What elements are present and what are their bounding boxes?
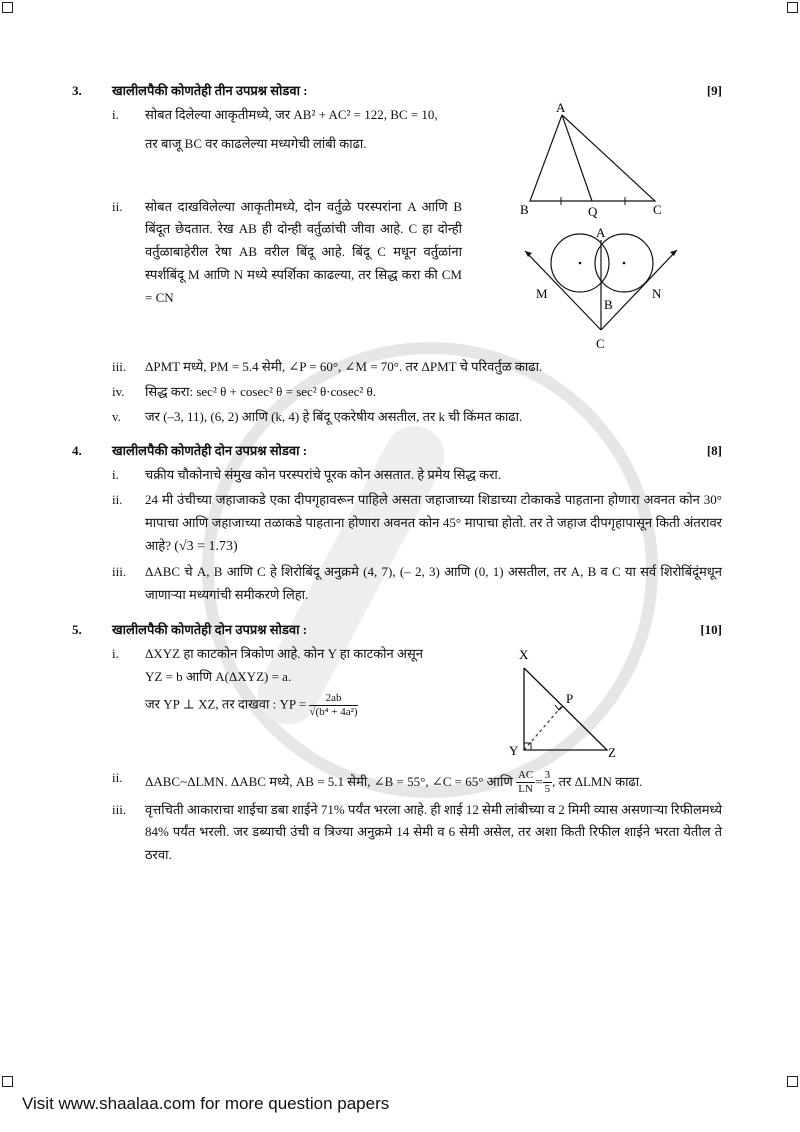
geometry-figures — [500, 98, 700, 353]
subquestion-number: iii. — [112, 359, 127, 375]
subquestion — [112, 406, 722, 429]
fraction — [516, 769, 535, 796]
denominator: 5 — [544, 783, 551, 796]
subquestion — [112, 799, 722, 867]
subquestion — [112, 104, 462, 156]
subquestion-line: ΔXYZ हा काटकोन त्रिकोण आहे. कोन Y हा काटकोन असून — [145, 645, 423, 661]
label-m: M — [536, 286, 548, 302]
question-number: 3. — [72, 83, 82, 98]
subquestion — [112, 767, 722, 797]
question-marks: [8] — [706, 443, 722, 459]
subquestion-number: iii. — [112, 564, 127, 580]
numerator: AC — [517, 769, 534, 782]
crop-mark — [2, 1076, 13, 1087]
subquestion-text: जर (–3, 11), (6, 2) आणि (k, 4) हे बिंदू एकरेषीय असतील, तर k ची किंमत काढा. — [145, 408, 523, 424]
subquestion-number: i. — [112, 645, 119, 661]
question-header — [72, 619, 722, 641]
subquestion-text: ΔABC चे A, B आणि C हे शिरोबिंदू अनुक्रमे (4, 7), (– 2, 3) आणि (0, 1) असतील, तर A, B व C या सर्व शिरोबिंदूंमधून जाणाऱ्या मध्यगांची समीकरणे लिहा. — [145, 564, 722, 602]
subquestion-number: ii. — [112, 769, 123, 785]
fraction — [309, 692, 357, 719]
numerator: 3 — [544, 769, 551, 782]
subquestion-text: चक्रीय चौकोनाचे संमुख कोन परस्परांचे पूरक कोन असतात. हे प्रमेय सिद्ध करा. — [145, 467, 502, 483]
question-header — [72, 440, 722, 462]
subquestion-line: तर बाजू BC वर काढलेल्या मध्यगेची लांबी काढा. — [145, 135, 367, 151]
numerator: 2ab — [309, 692, 357, 706]
sqrt-hint: (√3 = 1.73) — [174, 538, 238, 554]
question-4 — [72, 440, 722, 606]
crop-mark — [787, 2, 798, 13]
subquestion-line: YZ = b आणि A(ΔXYZ) = a. — [145, 668, 292, 684]
subquestion-body: 24 मी उंचीच्या जहाजाकडे एका दीपगृहावरून पाहिले असता जहाजाच्या शिडाच्या टोकाकडे पाहताना होणारा अवनत कोन 30° मापाचा आणि जहाजाच्या तळाकडे पाहताना होणारा अवनत कोन 45° मापाचा होतो. तर ते जहाज दीपगृहापासून किती अंतरावर आहे? — [145, 492, 722, 553]
subquestion-text: ΔPMT मध्ये, PM = 5.4 सेमी, ∠P = 60°, ∠M = 70°. तर ΔPMT चे परिवर्तुळ काढा. — [145, 359, 543, 375]
denominator: LN — [518, 783, 533, 796]
label-c: C — [596, 336, 605, 352]
question-marks: [10] — [700, 621, 722, 637]
formula-lhs: जर YP ⊥ XZ, तर दाखवा : YP = — [145, 696, 307, 712]
crop-mark — [787, 1076, 798, 1087]
crop-mark — [2, 2, 13, 13]
subquestion-number: i. — [112, 107, 119, 123]
fraction — [543, 769, 553, 796]
subquestion-text — [145, 489, 722, 559]
label-b: B — [604, 297, 613, 313]
label-a: A — [556, 100, 566, 116]
figure-items-text — [72, 104, 462, 309]
subquestion-text — [145, 643, 472, 720]
figure-item — [72, 643, 722, 761]
label-n: N — [652, 286, 662, 302]
subquestion — [112, 381, 722, 404]
label-c: C — [653, 202, 662, 218]
question-heading: खालीलपैकी कोणतेही दोन उपप्रश्न सोडवा : — [112, 443, 308, 459]
question-heading: खालीलपैकी कोणतेही दोन उपप्रश्न सोडवा : — [112, 621, 308, 637]
question-paper — [72, 80, 722, 879]
label-b: B — [520, 202, 529, 218]
subquestion-number: i. — [112, 467, 119, 483]
subquestion — [112, 643, 472, 720]
figure-item-text — [72, 643, 472, 720]
subquestion — [112, 489, 722, 559]
label-a: A — [596, 225, 606, 241]
subquestion-text: सिद्ध करा: sec² θ + cosec² θ = sec² θ·cosec² θ. — [145, 383, 376, 399]
subquestion-body: ΔABC~ΔLMN. ΔABC मध्ये, AB = 5.1 सेमी, ∠B = 55°, ∠C = 65° आणि — [145, 773, 513, 789]
question-marks: [9] — [706, 83, 722, 98]
subquestion-body: , तर ΔLMN काढा. — [552, 773, 643, 789]
subquestion-line: सोबत दिलेल्या आकृतीमध्ये, जर AB² + AC² = 122, BC = 10, — [145, 107, 438, 123]
subquestion — [112, 561, 722, 607]
question-number: 4. — [72, 443, 82, 459]
label-p: P — [566, 690, 574, 706]
subquestion-text: सोबत दाखविलेल्या आकृतीमध्ये, दोन वर्तुळे परस्परांना A आणि B बिंदूत छेदतात. रेख AB ही दोन्ही वर्तुळांची जीवा आहे. C हा दोन्ही वर्तुळाबाहेरील रेषा AB वरील बिंदू आहे. बिंदू C मधून वर्तुळांना स्पर्शबिंदू M आणि N मध्ये स्पर्शिका काढल्या, तर सिद्ध करा की CM = CN — [145, 198, 462, 305]
subquestion-text: वृत्तचिती आकाराचा शाईचा डबा शाईने 71% पर्यंत भरला आहे. ही शाई 12 सेमी लांबीच्या व 2 मिमी व्यास असणाऱ्या रिफीलमध्ये 84% पर्यंत भरली. जर डब्याची उंची व त्रिज्या अनुक्रमे 14 सेमी व 6 सेमी असेल, तर अशा किती रिफील शाईने भरता येतील ते ठरवा. — [145, 801, 722, 863]
subquestion-number: ii. — [112, 198, 123, 214]
right-triangle-figure — [502, 643, 642, 763]
label-z: Z — [608, 744, 616, 760]
question-heading: खालीलपैकी कोणतेही तीन उपप्रश्न सोडवा : — [112, 83, 308, 98]
subquestion-number: iv. — [112, 383, 125, 399]
label-y: Y — [509, 742, 519, 758]
equals: = — [535, 773, 543, 789]
label-q: Q — [588, 204, 598, 220]
question-5 — [72, 619, 722, 867]
denominator: √(b⁴ + 4a²) — [309, 706, 358, 719]
label-x: X — [519, 646, 529, 662]
subquestion — [112, 464, 722, 487]
subquestion-text — [145, 767, 722, 797]
figure-items — [72, 100, 722, 354]
subquestion — [112, 196, 462, 310]
subquestion-number: v. — [112, 408, 121, 424]
subquestion-line — [145, 692, 472, 719]
question-number: 5. — [72, 621, 82, 637]
subquestion-number: ii. — [112, 492, 123, 508]
subquestion-number: iii. — [112, 801, 127, 817]
subquestion — [112, 356, 722, 379]
footer-link-text[interactable]: Visit www.shaalaa.com for more question papers — [22, 1094, 390, 1113]
question-3 — [72, 80, 722, 428]
subquestion-text — [145, 104, 462, 156]
